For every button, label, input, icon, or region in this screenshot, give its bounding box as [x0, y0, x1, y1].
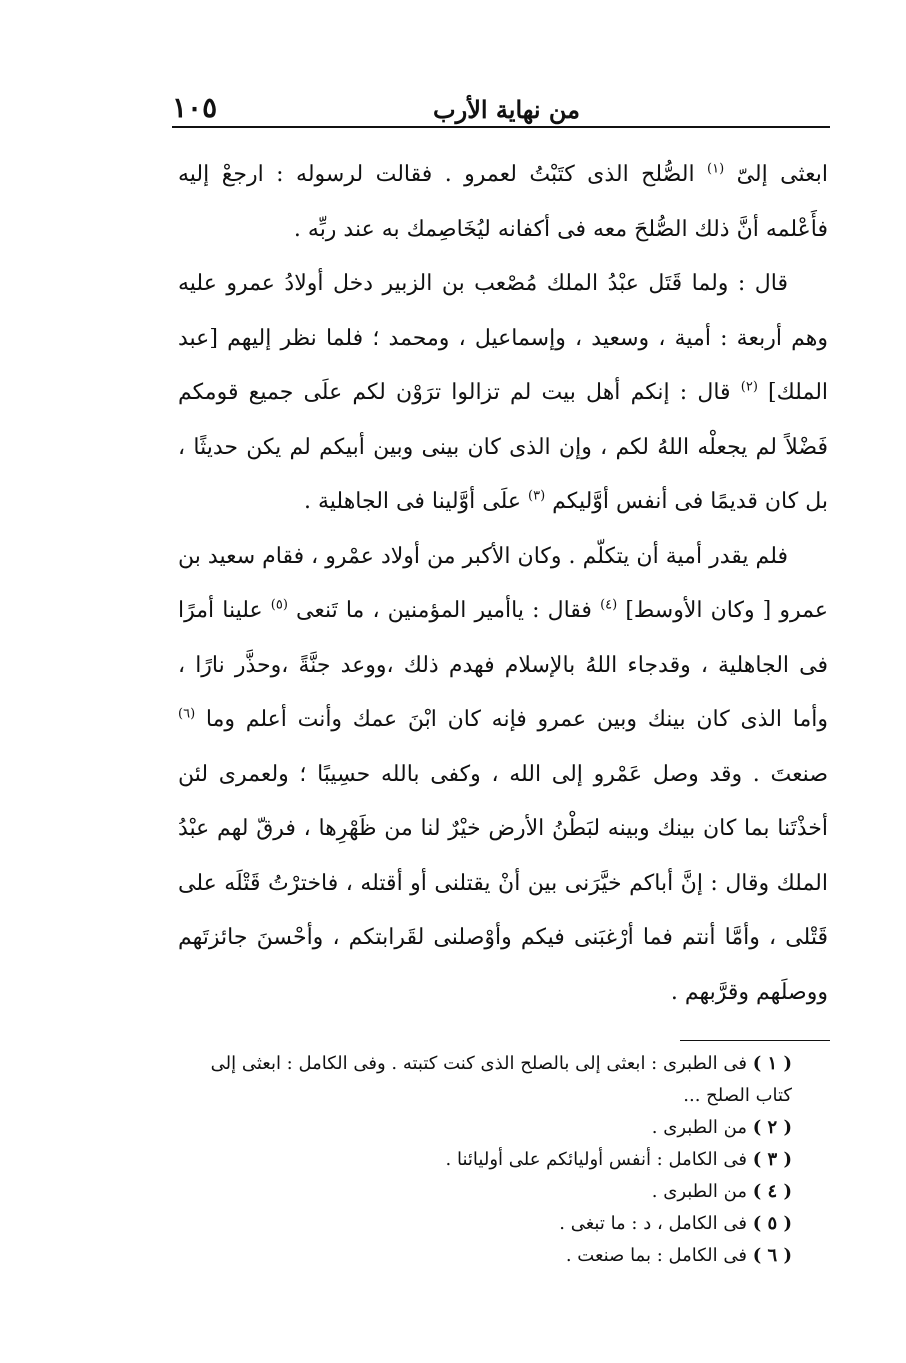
paragraph-3-part-1: فلم يقدر أمية أن يتكلّم . وكان الأكبر من أولاد عمْرو ، فقام سعيد بن عمرو [ وكان الأوسط]: [178, 543, 828, 623]
footnote-divider: [680, 1040, 830, 1041]
footnote-6-text: فى الكامل : بما صنعت .: [565, 1245, 747, 1266]
page-number: ١٠٥: [172, 91, 218, 124]
footnotes: [172, 1048, 832, 1272]
footnote-6-number: ( ٦ ): [752, 1245, 792, 1266]
main-text: [178, 148, 828, 1020]
paragraph-2-part-1: قال : ولما قَتَل عبْدُ الملك مُصْعب بن الزبير دخل أولادُ عمرو عليه وهم أربعة : أمية ، وسعيد ، وإسماعيل ، ومحمد ؛ فلما نظر إليهم [عبد الملك]: [178, 271, 829, 405]
footnote-5-text: فى الكامل ، د : ما تبغى .: [559, 1213, 747, 1234]
paragraph-1-part-2: الصُّلح الذى كتَبْتُ لعمرو . فقالت لرسوله : ارجعْ إليه فأَعْلمه أنَّ ذلك الصُّلحَ معه فى أكفانه ليُخَاصِمك به عند ربِّه .: [178, 162, 828, 242]
footnote-1-number: ( ١ ): [752, 1053, 792, 1074]
paragraph-1-part-1: ابعثى إلىّ: [724, 162, 828, 187]
footnote-1-text: فى الطبرى : ابعثى إلى بالصلح الذى كنت كتبته . وفى الكامل : ابعثى إلى كتاب الصلح ...: [210, 1053, 792, 1106]
footnote-5: [172, 1208, 832, 1240]
paragraph-3: [178, 530, 828, 1021]
footnote-2-number: ( ٢ ): [752, 1117, 792, 1138]
footnote-ref-2: (٢): [740, 379, 758, 395]
footnote-ref-6: (٦): [178, 706, 196, 722]
page-header: [172, 78, 830, 128]
footnote-6: [172, 1240, 832, 1272]
footnote-3: [172, 1144, 832, 1176]
paragraph-2-part-3: علَى أوَّلينا فى الجاهلية .: [304, 489, 529, 514]
footnote-ref-4: (٤): [600, 597, 618, 613]
footnote-ref-3: (٣): [528, 488, 546, 504]
paragraph-2: [178, 257, 828, 530]
footnote-3-number: ( ٣ ): [752, 1149, 792, 1170]
paragraph-3-part-4: صنعتَ . وقد وصل عَمْرو إلى الله ، وكفى بالله حسِيبًا ؛ ولعمرى لئن أخذْتَنا بما كان بينك وبينه لبَطْنُ الأرض خيْرٌ لنا من ظَهْرِها ، فرقّ لهم عبْدُ الملك وقال : إنَّ أباكم خيَّرَنى بين أنْ يقتلنى أو أقتله ، فاخترْتُ قَتْلَه على قَتْلى ، وأمَّا أنتم فما أرْغبَنى فيكم وأوْصلنى لقَرابتكم ، وأحْسنَ جائزتَهم ووصلَهم وقرَّبهم .: [178, 761, 828, 1005]
footnote-4: [172, 1176, 832, 1208]
paragraph-2-part-2: قال : إنكم أهل بيت لم تزالوا ترَوْن لكم علَى جميع قومكم فَضْلاً لم يجعلْه اللهُ لكم ، وإن الذى كان بينى وبين أبيكم لم يكن حديثًا ، بل كان قديمًا فى أنفس أوَّليكم: [178, 380, 828, 514]
footnote-ref-1: (١): [707, 161, 725, 177]
paragraph-3-part-3: علينا أمرًا فى الجاهلية ، وقدجاء اللهُ بالإسلام فهدم ذلك ،ووعد جنَّةً ،وحذَّر نارًا ، وأما الذى كان بينك وبين عمرو فإنه كان ابْنَ عمك وأنت أعلم وما: [178, 598, 828, 732]
paragraph-3-part-2: فقال : ياأمير المؤمنين ، ما تَنعى: [287, 598, 601, 623]
footnote-2-text: من الطبرى .: [651, 1117, 747, 1138]
footnote-5-number: ( ٥ ): [752, 1213, 792, 1234]
footnote-3-text: فى الكامل : أنفس أوليائكم على أوليائنا .: [445, 1149, 747, 1170]
footnote-ref-5: (٥): [270, 597, 288, 613]
footnote-2: [172, 1112, 832, 1144]
footnote-4-number: ( ٤ ): [752, 1181, 792, 1202]
paragraph-1: [178, 148, 828, 257]
footnote-4-text: من الطبرى .: [651, 1181, 747, 1202]
footnote-1: [172, 1048, 832, 1112]
running-title: من نهاية الأرب: [433, 95, 580, 124]
